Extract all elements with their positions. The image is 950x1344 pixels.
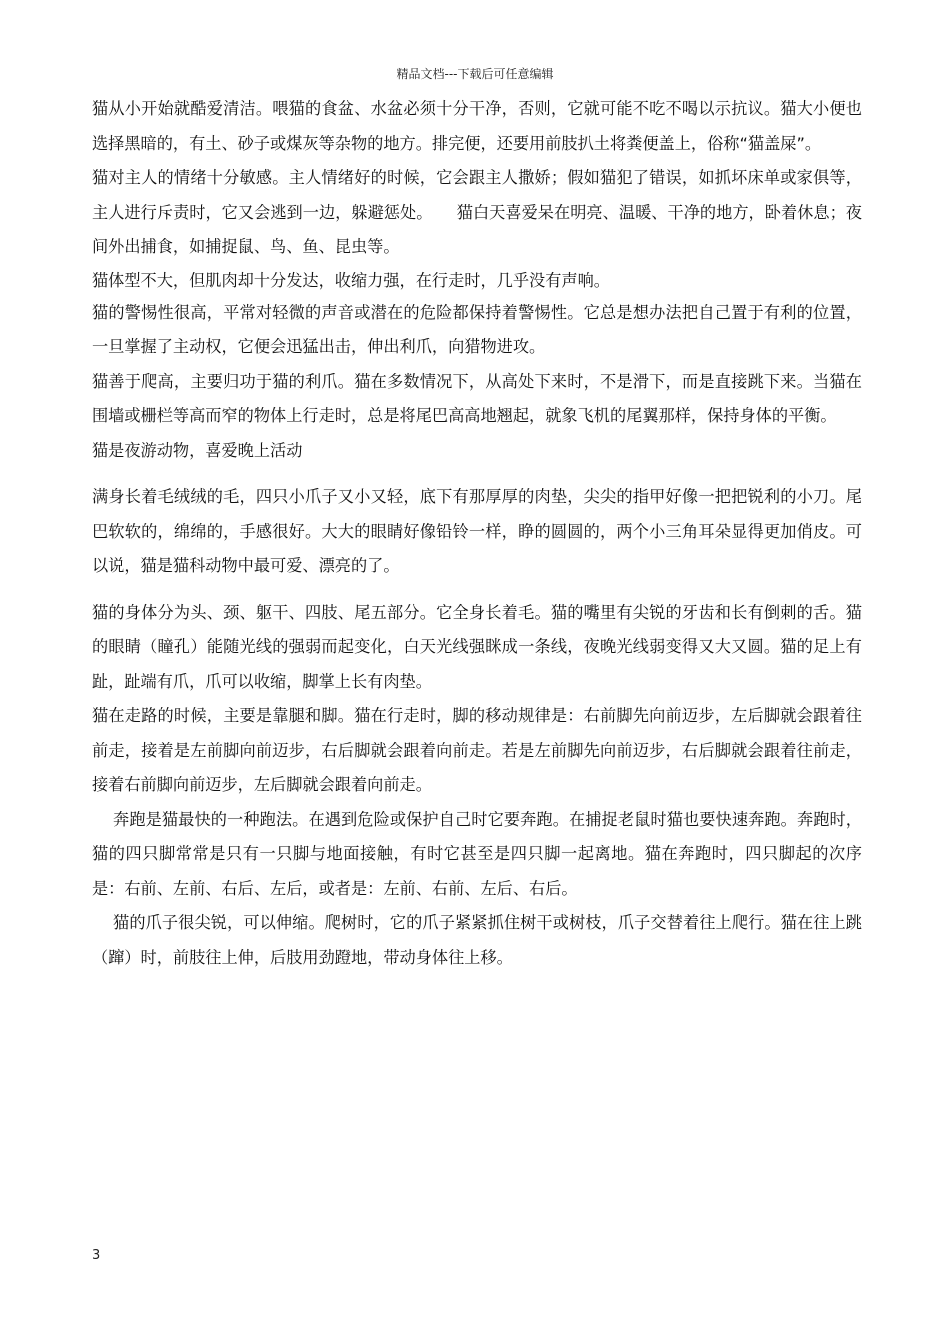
paragraph-walking: 猫在走路的时候，主要是靠腿和脚。猫在行走时，脚的移动规律是：右前脚先向前迈步，左后脚就会跟着往前走，接着是左前脚向前迈步，右后脚就会跟着向前走。若是左前脚先向前迈步，右后脚就会跟着往前走，接着右前脚向前迈步，左后脚就会跟着向前走。 — [92, 706, 862, 794]
paragraph-appearance: 满身长着毛绒绒的毛，四只小爪子又小又轻，底下有那厚厚的肉垫，尖尖的指甲好像一把把锐利的小刀。尾巴软软的，绵绵的，手感很好。大大的眼睛好像铅铃一样，睁的圆圆的，两个小三角耳朵显得更加俏皮。可以说，猫是猫科动物中最可爱、漂亮的了。 — [92, 487, 862, 575]
paragraph-cleanliness: 猫从小开始就酷爱清洁。喂猫的食盆、水盆必须十分干净，否则，它就可能不吃不喝以示抗议。猫大小便也选择黑暗的，有土、砂子或煤灰等杂物的地方。排完便，还要用前肢扒土将粪便盖上，俗称“猫盖屎”。 — [92, 99, 862, 153]
paragraph-running: 奔跑是猫最快的一种跑法。在遇到危险或保护自己时它要奔跑。在捕捉老鼠时猫也要快速奔跑。奔跑时，猫的四只脚常常是只有一只脚与地面接触，有时它甚至是四只脚一起离地。猫在奔跑时，四只脚起的次序是：右前、左前、右后、左后，或者是：左前、右前、左后、右后。 — [92, 809, 862, 898]
paragraph-climbing: 猫善于爬高，主要归功于猫的利爪。猫在多数情况下，从高处下来时，不是滑下，而是直接跳下来。当猫在围墙或栅栏等高而窄的物体上行走时，总是将尾巴高高地翘起，就象飞机的尾翼那样，保持身体的平衡。 — [92, 371, 862, 425]
paragraph-anatomy: 猫的身体分为头、颈、躯干、四肢、尾五部分。它全身长着毛。猫的嘴里有尖锐的牙齿和长有倒刺的舌。猫的眼睛（瞳孔）能随光线的强弱而起变化，白天光线强眯成一条线，夜晚光线弱变得又大又圆。猫的足上有趾，趾端有爪，爪可以收缩，脚掌上长有肉垫。 — [92, 602, 862, 691]
paragraph-claws: 猫的爪子很尖锐，可以伸缩。爬树时，它的爪子紧紧抓住树干或树枝，爪子交替着往上爬行。猫在往上跳（蹿）时，前肢往上伸，后肢用劲蹬地，带动身体往上移。 — [92, 913, 862, 967]
paragraph-emotions: 猫对主人的情绪十分敏感。主人情绪好的时候，它会跟主人撒娇；假如猫犯了错误，如抓坏床单或家俱等，主人进行斥责时，它又会逃到一边，躲避惩处。 猫白天喜爱呆在明亮、温暖、干净的地方，卧着休息；夜间外出捕食，如捕捉鼠、鸟、鱼、昆虫等。 — [92, 168, 862, 256]
page-number: 3 — [92, 1248, 101, 1263]
document-body — [92, 92, 862, 975]
paragraph-nocturnal: 猫是夜游动物，喜爱晚上活动 — [92, 440, 303, 460]
paragraph-alertness: 猫的警惕性很高，平常对轻微的声音或潜在的危险都保持着警惕性。它总是想办法把自己置于有利的位置，一旦掌握了主动权，它便会迅猛出击，伸出利爪，向猎物进攻。 — [92, 302, 862, 356]
page-header: 精品文档---下载后可任意编辑 — [396, 67, 554, 81]
paragraph-body-type: 猫体型不大，但肌肉却十分发达，收缩力强，在行走时，几乎没有声响。 — [92, 270, 610, 290]
